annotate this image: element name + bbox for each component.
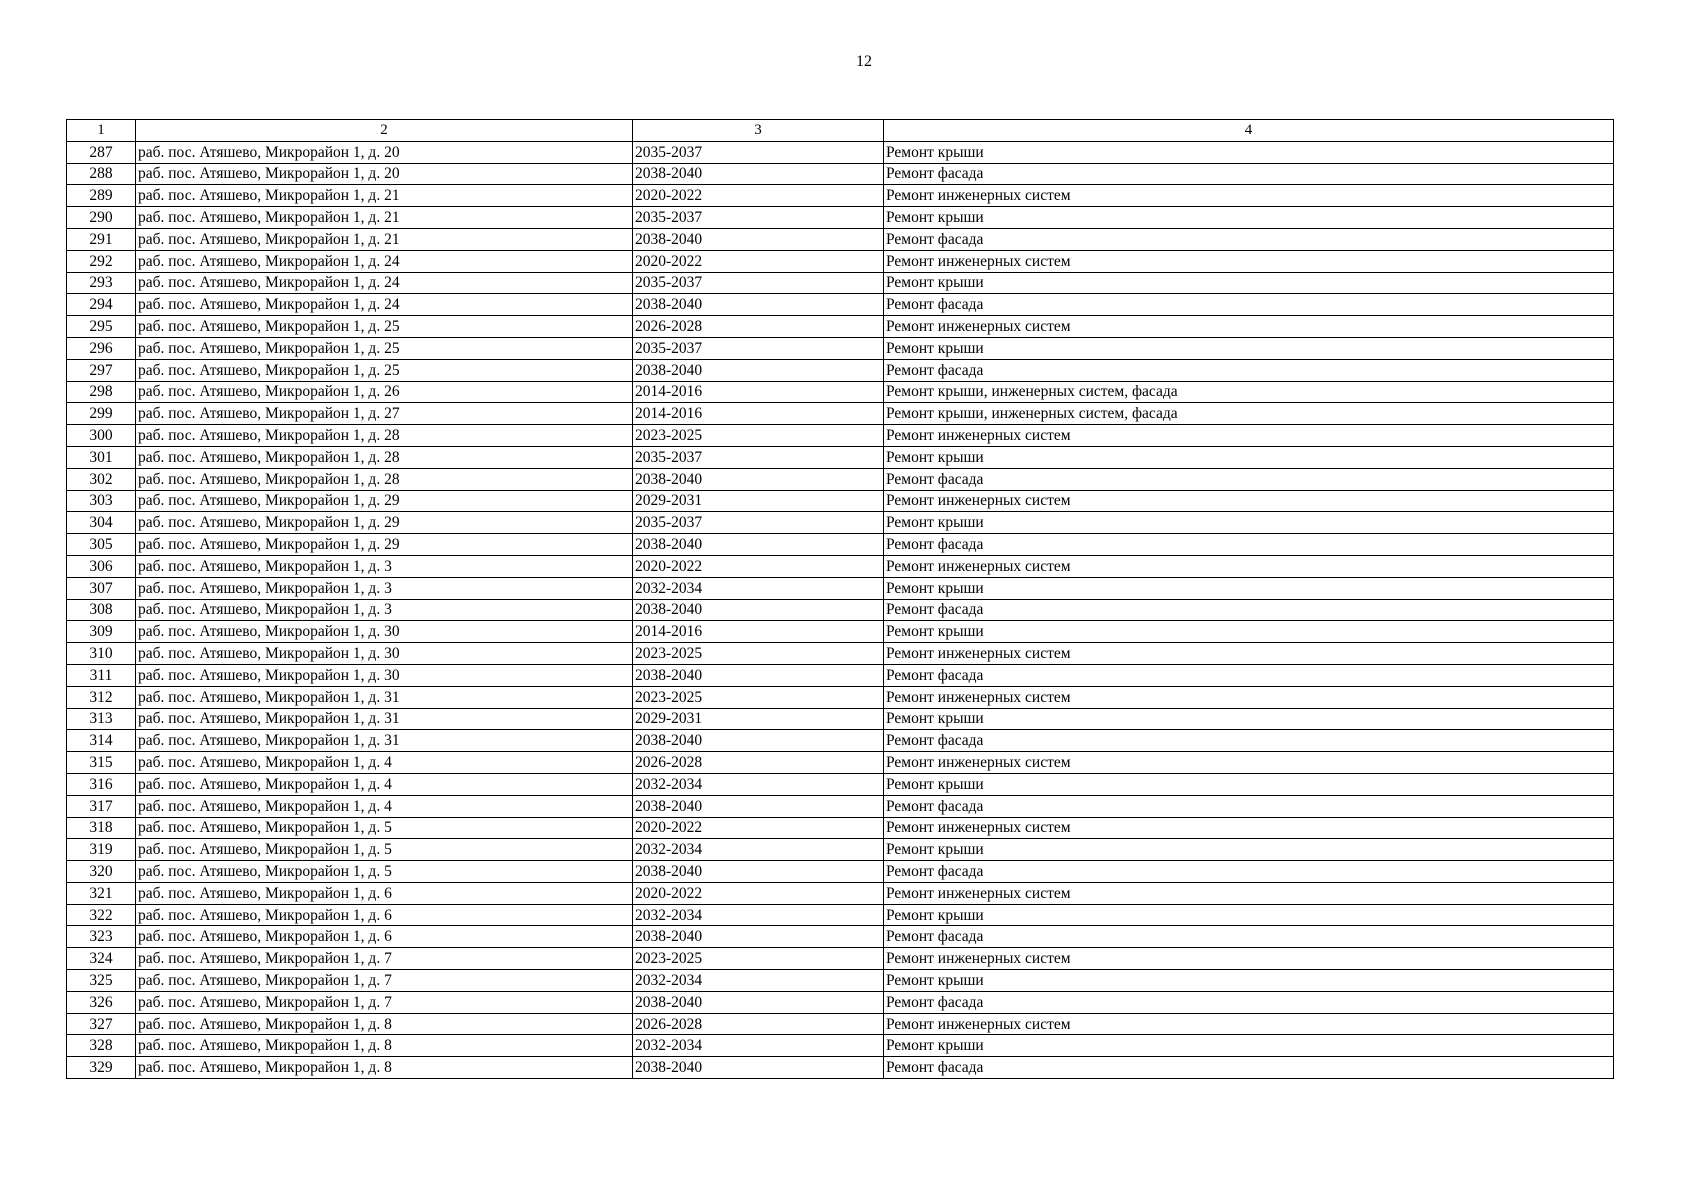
row-number-cell: 322 xyxy=(67,904,136,926)
row-number-cell: 306 xyxy=(67,555,136,577)
row-number-cell: 290 xyxy=(67,207,136,229)
row-number-cell: 295 xyxy=(67,316,136,338)
period-cell: 2035-2037 xyxy=(633,512,884,534)
address-cell: раб. пос. Атяшево, Микрорайон 1, д. 3 xyxy=(136,577,633,599)
table-row xyxy=(67,1057,1614,1079)
table-row xyxy=(67,207,1614,229)
row-number-cell: 287 xyxy=(67,141,136,163)
period-cell: 2032-2034 xyxy=(633,773,884,795)
row-number-cell: 288 xyxy=(67,163,136,185)
address-cell: раб. пос. Атяшево, Микрорайон 1, д. 5 xyxy=(136,861,633,883)
period-cell: 2020-2022 xyxy=(633,882,884,904)
work-type-cell: Ремонт фасада xyxy=(884,228,1614,250)
address-cell: раб. пос. Атяшево, Микрорайон 1, д. 29 xyxy=(136,490,633,512)
work-type-cell: Ремонт фасада xyxy=(884,926,1614,948)
table-header-row xyxy=(67,120,1614,142)
table-row xyxy=(67,599,1614,621)
table-row xyxy=(67,1035,1614,1057)
table-row xyxy=(67,294,1614,316)
work-type-cell: Ремонт крыши xyxy=(884,577,1614,599)
period-cell: 2038-2040 xyxy=(633,534,884,556)
row-number-cell: 324 xyxy=(67,948,136,970)
row-number-cell: 312 xyxy=(67,686,136,708)
address-cell: раб. пос. Атяшево, Микрорайон 1, д. 29 xyxy=(136,512,633,534)
row-number-cell: 293 xyxy=(67,272,136,294)
row-number-cell: 320 xyxy=(67,861,136,883)
table-row xyxy=(67,446,1614,468)
table-row xyxy=(67,773,1614,795)
address-cell: раб. пос. Атяшево, Микрорайон 1, д. 7 xyxy=(136,970,633,992)
period-cell: 2038-2040 xyxy=(633,163,884,185)
period-cell: 2038-2040 xyxy=(633,599,884,621)
table-row xyxy=(67,730,1614,752)
table-row xyxy=(67,490,1614,512)
table-row xyxy=(67,316,1614,338)
row-number-cell: 298 xyxy=(67,381,136,403)
address-cell: раб. пос. Атяшево, Микрорайон 1, д. 31 xyxy=(136,730,633,752)
table-row xyxy=(67,141,1614,163)
work-type-cell: Ремонт инженерных систем xyxy=(884,185,1614,207)
row-number-cell: 301 xyxy=(67,446,136,468)
period-cell: 2023-2025 xyxy=(633,643,884,665)
work-type-cell: Ремонт инженерных систем xyxy=(884,817,1614,839)
work-type-cell: Ремонт инженерных систем xyxy=(884,1013,1614,1035)
column-header-2: 2 xyxy=(136,120,633,142)
row-number-cell: 309 xyxy=(67,621,136,643)
row-number-cell: 326 xyxy=(67,991,136,1013)
address-cell: раб. пос. Атяшево, Микрорайон 1, д. 25 xyxy=(136,359,633,381)
work-type-cell: Ремонт фасада xyxy=(884,599,1614,621)
address-cell: раб. пос. Атяшево, Микрорайон 1, д. 28 xyxy=(136,446,633,468)
work-type-cell: Ремонт фасада xyxy=(884,664,1614,686)
period-cell: 2035-2037 xyxy=(633,446,884,468)
address-cell: раб. пос. Атяшево, Микрорайон 1, д. 4 xyxy=(136,773,633,795)
table-row xyxy=(67,272,1614,294)
table-row xyxy=(67,381,1614,403)
address-cell: раб. пос. Атяшево, Микрорайон 1, д. 8 xyxy=(136,1057,633,1079)
address-cell: раб. пос. Атяшево, Микрорайон 1, д. 5 xyxy=(136,817,633,839)
work-type-cell: Ремонт крыши xyxy=(884,621,1614,643)
period-cell: 2014-2016 xyxy=(633,621,884,643)
period-cell: 2026-2028 xyxy=(633,752,884,774)
work-type-cell: Ремонт инженерных систем xyxy=(884,686,1614,708)
period-cell: 2038-2040 xyxy=(633,228,884,250)
table-row xyxy=(67,708,1614,730)
work-type-cell: Ремонт инженерных систем xyxy=(884,555,1614,577)
table-row xyxy=(67,926,1614,948)
period-cell: 2032-2034 xyxy=(633,904,884,926)
table-row xyxy=(67,163,1614,185)
period-cell: 2029-2031 xyxy=(633,708,884,730)
period-cell: 2038-2040 xyxy=(633,861,884,883)
address-cell: раб. пос. Атяшево, Микрорайон 1, д. 29 xyxy=(136,534,633,556)
period-cell: 2014-2016 xyxy=(633,381,884,403)
row-number-cell: 310 xyxy=(67,643,136,665)
row-number-cell: 299 xyxy=(67,403,136,425)
address-cell: раб. пос. Атяшево, Микрорайон 1, д. 6 xyxy=(136,882,633,904)
work-type-cell: Ремонт крыши xyxy=(884,1035,1614,1057)
table-row xyxy=(67,861,1614,883)
address-cell: раб. пос. Атяшево, Микрорайон 1, д. 7 xyxy=(136,991,633,1013)
table-row xyxy=(67,425,1614,447)
period-cell: 2038-2040 xyxy=(633,926,884,948)
work-type-cell: Ремонт фасада xyxy=(884,163,1614,185)
period-cell: 2020-2022 xyxy=(633,250,884,272)
table-body xyxy=(67,141,1614,1078)
table-row xyxy=(67,337,1614,359)
table-row xyxy=(67,534,1614,556)
table-row xyxy=(67,664,1614,686)
work-type-cell: Ремонт инженерных систем xyxy=(884,316,1614,338)
table-row xyxy=(67,621,1614,643)
table-row xyxy=(67,468,1614,490)
period-cell: 2038-2040 xyxy=(633,294,884,316)
work-type-cell: Ремонт фасада xyxy=(884,1057,1614,1079)
row-number-cell: 313 xyxy=(67,708,136,730)
period-cell: 2020-2022 xyxy=(633,555,884,577)
period-cell: 2032-2034 xyxy=(633,970,884,992)
work-type-cell: Ремонт крыши xyxy=(884,446,1614,468)
period-cell: 2038-2040 xyxy=(633,991,884,1013)
work-type-cell: Ремонт крыши xyxy=(884,207,1614,229)
row-number-cell: 323 xyxy=(67,926,136,948)
period-cell: 2038-2040 xyxy=(633,730,884,752)
address-cell: раб. пос. Атяшево, Микрорайон 1, д. 24 xyxy=(136,272,633,294)
address-cell: раб. пос. Атяшево, Микрорайон 1, д. 25 xyxy=(136,316,633,338)
period-cell: 2035-2037 xyxy=(633,207,884,229)
address-cell: раб. пос. Атяшево, Микрорайон 1, д. 4 xyxy=(136,795,633,817)
period-cell: 2035-2037 xyxy=(633,272,884,294)
table-row xyxy=(67,403,1614,425)
address-cell: раб. пос. Атяшево, Микрорайон 1, д. 4 xyxy=(136,752,633,774)
row-number-cell: 294 xyxy=(67,294,136,316)
period-cell: 2038-2040 xyxy=(633,1057,884,1079)
period-cell: 2032-2034 xyxy=(633,1035,884,1057)
period-cell: 2020-2022 xyxy=(633,817,884,839)
table-row xyxy=(67,185,1614,207)
table-row xyxy=(67,970,1614,992)
address-cell: раб. пос. Атяшево, Микрорайон 1, д. 31 xyxy=(136,708,633,730)
period-cell: 2032-2034 xyxy=(633,577,884,599)
address-cell: раб. пос. Атяшево, Микрорайон 1, д. 26 xyxy=(136,381,633,403)
column-header-1: 1 xyxy=(67,120,136,142)
row-number-cell: 297 xyxy=(67,359,136,381)
address-cell: раб. пос. Атяшево, Микрорайон 1, д. 21 xyxy=(136,185,633,207)
row-number-cell: 289 xyxy=(67,185,136,207)
address-cell: раб. пос. Атяшево, Микрорайон 1, д. 24 xyxy=(136,250,633,272)
address-cell: раб. пос. Атяшево, Микрорайон 1, д. 25 xyxy=(136,337,633,359)
address-cell: раб. пос. Атяшево, Микрорайон 1, д. 30 xyxy=(136,664,633,686)
work-type-cell: Ремонт фасада xyxy=(884,534,1614,556)
table-row xyxy=(67,250,1614,272)
row-number-cell: 292 xyxy=(67,250,136,272)
row-number-cell: 329 xyxy=(67,1057,136,1079)
row-number-cell: 315 xyxy=(67,752,136,774)
table-row xyxy=(67,882,1614,904)
work-type-cell: Ремонт крыши xyxy=(884,773,1614,795)
table-row xyxy=(67,643,1614,665)
period-cell: 2026-2028 xyxy=(633,316,884,338)
period-cell: 2020-2022 xyxy=(633,185,884,207)
work-type-cell: Ремонт инженерных систем xyxy=(884,643,1614,665)
address-cell: раб. пос. Атяшево, Микрорайон 1, д. 28 xyxy=(136,468,633,490)
period-cell: 2038-2040 xyxy=(633,795,884,817)
table-row xyxy=(67,991,1614,1013)
work-type-cell: Ремонт инженерных систем xyxy=(884,882,1614,904)
address-cell: раб. пос. Атяшево, Микрорайон 1, д. 30 xyxy=(136,643,633,665)
address-cell: раб. пос. Атяшево, Микрорайон 1, д. 8 xyxy=(136,1035,633,1057)
address-cell: раб. пос. Атяшево, Микрорайон 1, д. 21 xyxy=(136,207,633,229)
period-cell: 2038-2040 xyxy=(633,664,884,686)
table-row xyxy=(67,228,1614,250)
row-number-cell: 291 xyxy=(67,228,136,250)
page-number: 12 xyxy=(856,53,872,70)
work-type-cell: Ремонт фасада xyxy=(884,359,1614,381)
address-cell: раб. пос. Атяшево, Микрорайон 1, д. 27 xyxy=(136,403,633,425)
work-type-cell: Ремонт инженерных систем xyxy=(884,490,1614,512)
work-type-cell: Ремонт инженерных систем xyxy=(884,948,1614,970)
address-cell: раб. пос. Атяшево, Микрорайон 1, д. 24 xyxy=(136,294,633,316)
period-cell: 2014-2016 xyxy=(633,403,884,425)
address-cell: раб. пос. Атяшево, Микрорайон 1, д. 30 xyxy=(136,621,633,643)
address-cell: раб. пос. Атяшево, Микрорайон 1, д. 28 xyxy=(136,425,633,447)
row-number-cell: 321 xyxy=(67,882,136,904)
address-cell: раб. пос. Атяшево, Микрорайон 1, д. 6 xyxy=(136,926,633,948)
row-number-cell: 318 xyxy=(67,817,136,839)
column-header-4: 4 xyxy=(884,120,1614,142)
row-number-cell: 304 xyxy=(67,512,136,534)
address-cell: раб. пос. Атяшево, Микрорайон 1, д. 3 xyxy=(136,555,633,577)
address-cell: раб. пос. Атяшево, Микрорайон 1, д. 21 xyxy=(136,228,633,250)
table-row xyxy=(67,948,1614,970)
row-number-cell: 328 xyxy=(67,1035,136,1057)
period-cell: 2035-2037 xyxy=(633,141,884,163)
row-number-cell: 308 xyxy=(67,599,136,621)
period-cell: 2023-2025 xyxy=(633,686,884,708)
row-number-cell: 302 xyxy=(67,468,136,490)
table-row xyxy=(67,839,1614,861)
table-row xyxy=(67,686,1614,708)
table-row xyxy=(67,512,1614,534)
address-cell: раб. пос. Атяшево, Микрорайон 1, д. 7 xyxy=(136,948,633,970)
table-row xyxy=(67,752,1614,774)
row-number-cell: 325 xyxy=(67,970,136,992)
work-type-cell: Ремонт крыши xyxy=(884,839,1614,861)
address-cell: раб. пос. Атяшево, Микрорайон 1, д. 3 xyxy=(136,599,633,621)
work-type-cell: Ремонт крыши xyxy=(884,512,1614,534)
repair-schedule-table xyxy=(66,119,1614,1079)
row-number-cell: 327 xyxy=(67,1013,136,1035)
table-row xyxy=(67,1013,1614,1035)
period-cell: 2023-2025 xyxy=(633,948,884,970)
work-type-cell: Ремонт крыши xyxy=(884,904,1614,926)
row-number-cell: 303 xyxy=(67,490,136,512)
table-row xyxy=(67,359,1614,381)
period-cell: 2038-2040 xyxy=(633,468,884,490)
work-type-cell: Ремонт инженерных систем xyxy=(884,250,1614,272)
row-number-cell: 305 xyxy=(67,534,136,556)
work-type-cell: Ремонт крыши, инженерных систем, фасада xyxy=(884,381,1614,403)
table-row xyxy=(67,795,1614,817)
row-number-cell: 300 xyxy=(67,425,136,447)
table-row xyxy=(67,555,1614,577)
period-cell: 2038-2040 xyxy=(633,359,884,381)
row-number-cell: 317 xyxy=(67,795,136,817)
table-row xyxy=(67,904,1614,926)
work-type-cell: Ремонт крыши xyxy=(884,708,1614,730)
address-cell: раб. пос. Атяшево, Микрорайон 1, д. 5 xyxy=(136,839,633,861)
table-row xyxy=(67,817,1614,839)
row-number-cell: 319 xyxy=(67,839,136,861)
row-number-cell: 314 xyxy=(67,730,136,752)
work-type-cell: Ремонт инженерных систем xyxy=(884,752,1614,774)
row-number-cell: 296 xyxy=(67,337,136,359)
period-cell: 2026-2028 xyxy=(633,1013,884,1035)
period-cell: 2029-2031 xyxy=(633,490,884,512)
address-cell: раб. пос. Атяшево, Микрорайон 1, д. 20 xyxy=(136,141,633,163)
work-type-cell: Ремонт фасада xyxy=(884,991,1614,1013)
work-type-cell: Ремонт фасада xyxy=(884,468,1614,490)
column-header-3: 3 xyxy=(633,120,884,142)
address-cell: раб. пос. Атяшево, Микрорайон 1, д. 8 xyxy=(136,1013,633,1035)
work-type-cell: Ремонт фасада xyxy=(884,861,1614,883)
work-type-cell: Ремонт инженерных систем xyxy=(884,425,1614,447)
address-cell: раб. пос. Атяшево, Микрорайон 1, д. 6 xyxy=(136,904,633,926)
period-cell: 2035-2037 xyxy=(633,337,884,359)
address-cell: раб. пос. Атяшево, Микрорайон 1, д. 20 xyxy=(136,163,633,185)
table-row xyxy=(67,577,1614,599)
work-type-cell: Ремонт фасада xyxy=(884,730,1614,752)
work-type-cell: Ремонт фасада xyxy=(884,795,1614,817)
work-type-cell: Ремонт крыши xyxy=(884,141,1614,163)
work-type-cell: Ремонт фасада xyxy=(884,294,1614,316)
row-number-cell: 307 xyxy=(67,577,136,599)
work-type-cell: Ремонт крыши xyxy=(884,970,1614,992)
work-type-cell: Ремонт крыши xyxy=(884,272,1614,294)
work-type-cell: Ремонт крыши xyxy=(884,337,1614,359)
address-cell: раб. пос. Атяшево, Микрорайон 1, д. 31 xyxy=(136,686,633,708)
period-cell: 2032-2034 xyxy=(633,839,884,861)
row-number-cell: 311 xyxy=(67,664,136,686)
row-number-cell: 316 xyxy=(67,773,136,795)
work-type-cell: Ремонт крыши, инженерных систем, фасада xyxy=(884,403,1614,425)
period-cell: 2023-2025 xyxy=(633,425,884,447)
